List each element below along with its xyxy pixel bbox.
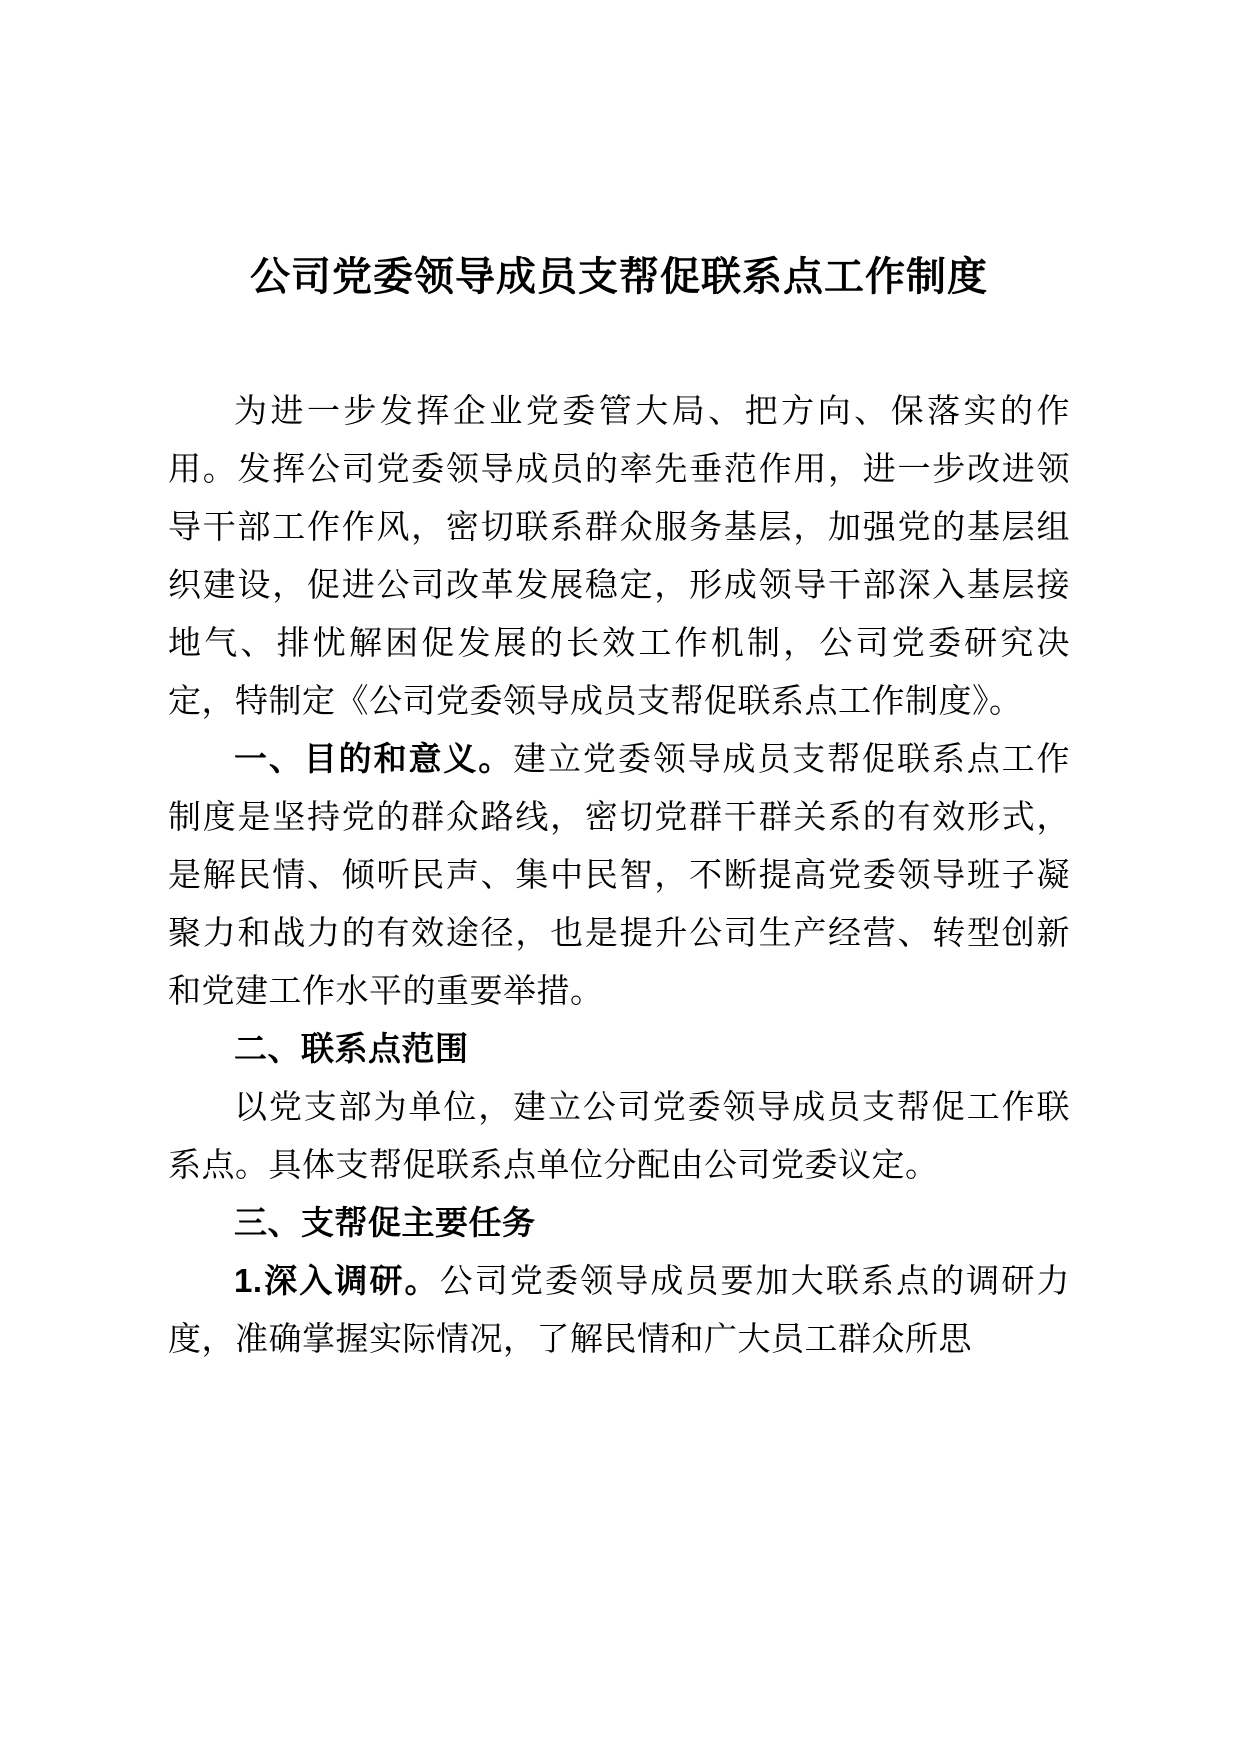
task-1-lead: 1.深入调研。 (234, 1262, 440, 1299)
section-3-heading-lead: 三、支帮促主要任务 (234, 1204, 536, 1241)
section-2-paragraph-text: 以党支部为单位，建立公司党委领导成员支帮促工作联系点。具体支帮促联系点单位分配由公司党委议定。 (168, 1088, 1070, 1183)
task-1-paragraph (168, 1252, 1070, 1368)
section-2-paragraph (168, 1078, 1070, 1194)
intro-paragraph-text: 为进一步发挥企业党委管大局、把方向、保落实的作用。发挥公司党委领导成员的率先垂范作用，进一步改进领导干部工作作风，密切联系群众服务基层，加强党的基层组织建设，促进公司改革发展稳定，形成领导干部深入基层接地气、排忧解困促发展的长效工作机制，公司党委研究决定，特制定《公司党委领导成员支帮促联系点工作制度》。 (168, 392, 1070, 719)
section-2-heading-lead: 二、联系点范围 (234, 1030, 469, 1067)
section-2-heading (168, 1020, 1070, 1078)
task-1-paragraph-text: 公司党委领导成员要加大联系点的调研力度，准确掌握实际情况，了解民情和广大员工群众所思 (168, 1262, 1070, 1357)
document-title: 公司党委领导成员支帮促联系点工作制度 (250, 255, 988, 299)
section-1-heading-lead: 一、目的和意义。 (234, 740, 514, 777)
section-1-paragraph (168, 730, 1070, 1020)
section-1-paragraph-text: 建立党委领导成员支帮促联系点工作制度是坚持党的群众路线，密切党群干群关系的有效形式，是解民情、倾听民声、集中民智，不断提高党委领导班子凝聚力和战力的有效途径，也是提升公司生产经营、转型创新和党建工作水平的重要举措。 (168, 740, 1071, 1009)
section-3-heading (168, 1194, 1070, 1252)
intro-paragraph (168, 382, 1070, 730)
